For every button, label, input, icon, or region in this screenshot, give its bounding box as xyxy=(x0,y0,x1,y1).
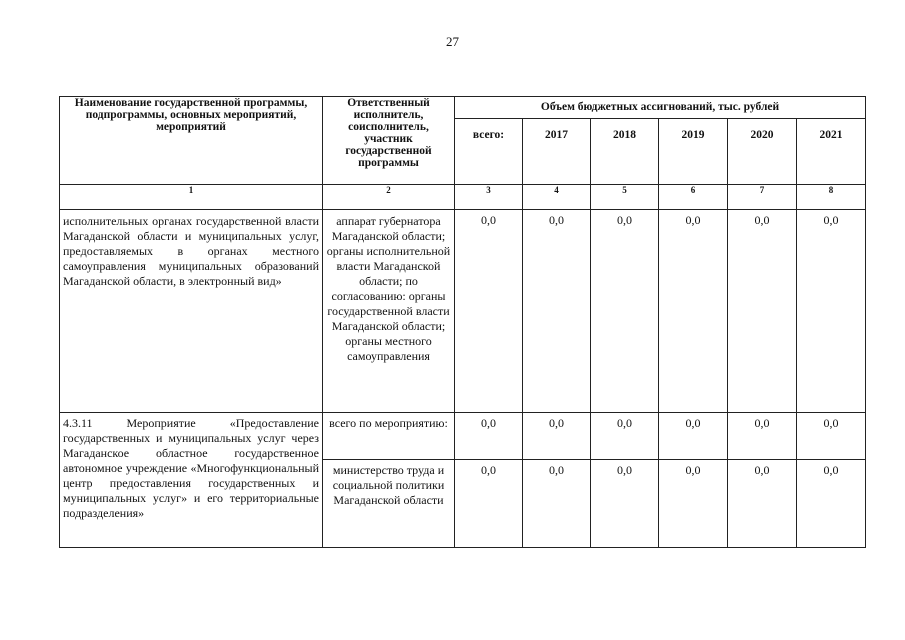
value-cell: 0,0 xyxy=(523,210,591,413)
value-cell: 0,0 xyxy=(797,413,866,460)
header-year-2021: 2021 xyxy=(797,119,866,185)
value-cell: 0,0 xyxy=(728,460,797,548)
value-cell: 0,0 xyxy=(591,460,659,548)
value-cell: 0,0 xyxy=(523,413,591,460)
header-row xyxy=(60,97,866,119)
value-cell: 0,0 xyxy=(591,413,659,460)
column-number: 8 xyxy=(797,185,866,210)
column-number: 4 xyxy=(523,185,591,210)
column-number: 1 xyxy=(60,185,323,210)
row-name: исполнительных органах государственной власти Магаданской области и муниципальных услуг, предоставляемых в органах местного самоуправления муниципальных образований Магаданской области, в электронный вид» xyxy=(60,210,323,413)
header-responsible: Ответственный исполнитель, соисполнитель, участник государственной программы xyxy=(323,97,455,185)
value-cell: 0,0 xyxy=(455,460,523,548)
value-cell: 0,0 xyxy=(659,210,728,413)
row-responsible: аппарат губернатора Магаданской области; органы исполнительной власти Магаданской области; по согласованию: органы государственной власти Магаданской области; органы местного самоуправления xyxy=(323,210,455,413)
column-number: 6 xyxy=(659,185,728,210)
value-cell: 0,0 xyxy=(455,210,523,413)
value-cell: 0,0 xyxy=(797,210,866,413)
page-number: 27 xyxy=(446,34,459,49)
header-year-2019: 2019 xyxy=(659,119,728,185)
row-responsible: всего по мероприятию: xyxy=(323,413,455,460)
header-name: Наименование государственной программы, подпрограммы, основных мероприятий, мероприятий xyxy=(60,97,323,185)
value-cell: 0,0 xyxy=(659,460,728,548)
column-number: 5 xyxy=(591,185,659,210)
header-year-2020: 2020 xyxy=(728,119,797,185)
header-budget: Объем бюджетных ассигнований, тыс. рублей xyxy=(455,97,866,119)
row-responsible: министерство труда и социальной политики Магаданской области xyxy=(323,460,455,548)
value-cell: 0,0 xyxy=(728,413,797,460)
table-row xyxy=(60,413,866,460)
value-cell: 0,0 xyxy=(591,210,659,413)
header-year-total: всего: xyxy=(455,119,523,185)
column-number: 3 xyxy=(455,185,523,210)
header-year-2017: 2017 xyxy=(523,119,591,185)
budget-table xyxy=(59,96,866,548)
value-cell: 0,0 xyxy=(455,413,523,460)
value-cell: 0,0 xyxy=(523,460,591,548)
table-row xyxy=(60,210,866,413)
column-number-row xyxy=(60,185,866,210)
value-cell: 0,0 xyxy=(797,460,866,548)
value-cell: 0,0 xyxy=(659,413,728,460)
row-name: 4.3.11 Мероприятие «Предоставление государственных и муниципальных услуг через Магаданское областное государственное автономное учреждение «Многофункциональный центр предоставления государственных и муниципальных услуг» и его территориальные подразделения» xyxy=(60,413,323,548)
column-number: 7 xyxy=(728,185,797,210)
header-year-2018: 2018 xyxy=(591,119,659,185)
value-cell: 0,0 xyxy=(728,210,797,413)
column-number: 2 xyxy=(323,185,455,210)
